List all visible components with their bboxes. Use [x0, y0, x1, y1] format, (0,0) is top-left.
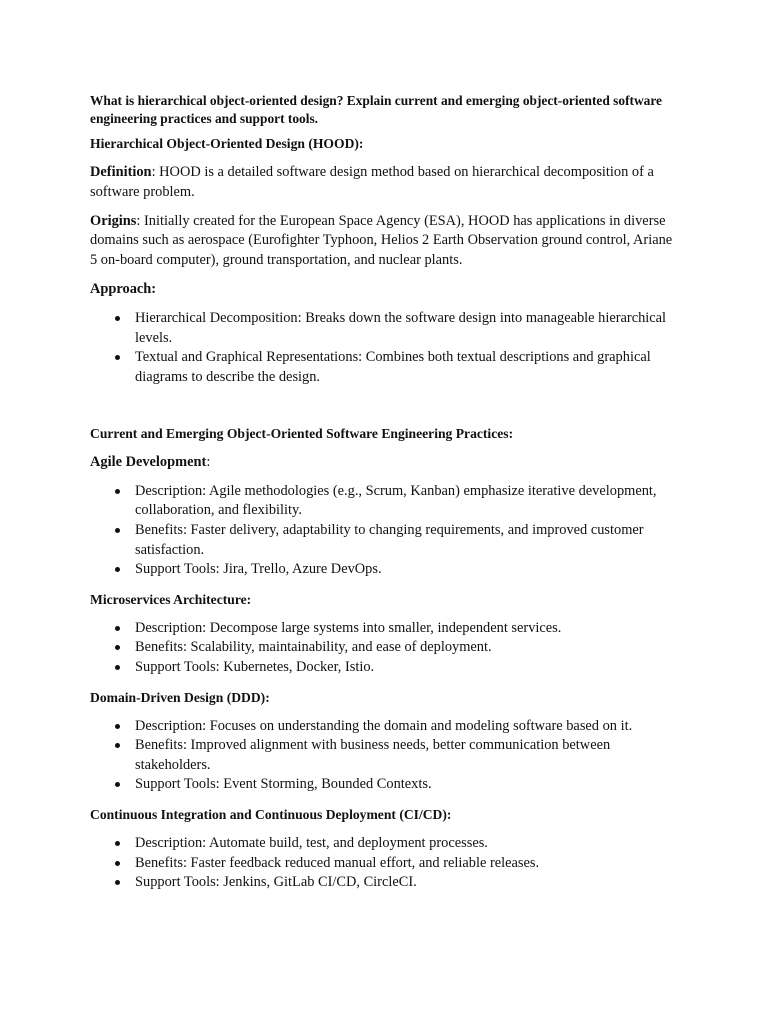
agile-term: Agile Development	[90, 453, 207, 470]
list-item: Support Tools: Jenkins, GitLab CI/CD, CircleCI.	[135, 873, 680, 893]
definition-term: Definition	[90, 164, 152, 181]
agile-suffix: :	[206, 453, 211, 470]
list-item: Description: Agile methodologies (e.g., Scrum, Kanban) emphasize iterative development, collaboration, and flexibility.	[135, 482, 680, 521]
document-page	[90, 92, 680, 903]
definition-text: : HOOD is a detailed software design method based on hierarchical decomposition of a software problem.	[90, 164, 654, 200]
approach-heading: Approach:	[90, 281, 157, 298]
cicd-heading: Continuous Integration and Continuous Deployment (CI/CD):	[90, 807, 452, 823]
list-item: Description: Focuses on understanding the domain and modeling software based on it.	[135, 717, 680, 737]
ddd-list	[90, 717, 680, 795]
cicd-list	[90, 834, 680, 893]
list-item: Benefits: Faster delivery, adaptability to changing requirements, and improved customer satisfaction.	[135, 521, 680, 560]
origins-term: Origins	[90, 212, 137, 229]
list-item: Benefits: Scalability, maintainability, and ease of deployment.	[135, 638, 680, 658]
question-text: What is hierarchical object-oriented design? Explain current and emerging object-oriented software engineering practices and support tools.	[90, 93, 663, 126]
agile-heading	[90, 453, 680, 473]
agile-list	[90, 482, 680, 580]
list-item: Hierarchical Decomposition: Breaks down the software design into manageable hierarchical levels.	[135, 309, 680, 348]
microservices-list	[90, 619, 680, 678]
definition-paragraph	[90, 163, 680, 202]
practices-heading: Current and Emerging Object-Oriented Software Engineering Practices:	[90, 425, 514, 441]
list-item: Benefits: Improved alignment with business needs, better communication between stakeholders.	[135, 736, 680, 775]
list-item: Description: Decompose large systems into smaller, independent services.	[135, 619, 680, 639]
microservices-heading: Microservices Architecture:	[90, 591, 252, 607]
ddd-heading: Domain-Driven Design (DDD):	[90, 689, 270, 705]
approach-list	[90, 309, 680, 387]
list-item: Description: Automate build, test, and deployment processes.	[135, 834, 680, 854]
hood-heading: Hierarchical Object-Oriented Design (HOOD):	[90, 136, 364, 151]
list-item: Support Tools: Kubernetes, Docker, Istio.	[135, 658, 680, 678]
origins-paragraph	[90, 212, 680, 271]
section-spacer	[90, 398, 680, 424]
origins-text: : Initially created for the European Space Agency (ESA), HOOD has applications in diverse domains such as aerospace (Eurofighter Typhoon, Helios 2 Earth Observation ground control, Ariane 5 on-board computer), ground transportation, and nuclear plants.	[90, 212, 673, 268]
list-item: Support Tools: Jira, Trello, Azure DevOps.	[135, 560, 680, 580]
list-item: Support Tools: Event Storming, Bounded Contexts.	[135, 775, 680, 795]
list-item: Textual and Graphical Representations: Combines both textual descriptions and graphical diagrams to describe the design.	[135, 348, 680, 387]
list-item: Benefits: Faster feedback reduced manual effort, and reliable releases.	[135, 854, 680, 874]
